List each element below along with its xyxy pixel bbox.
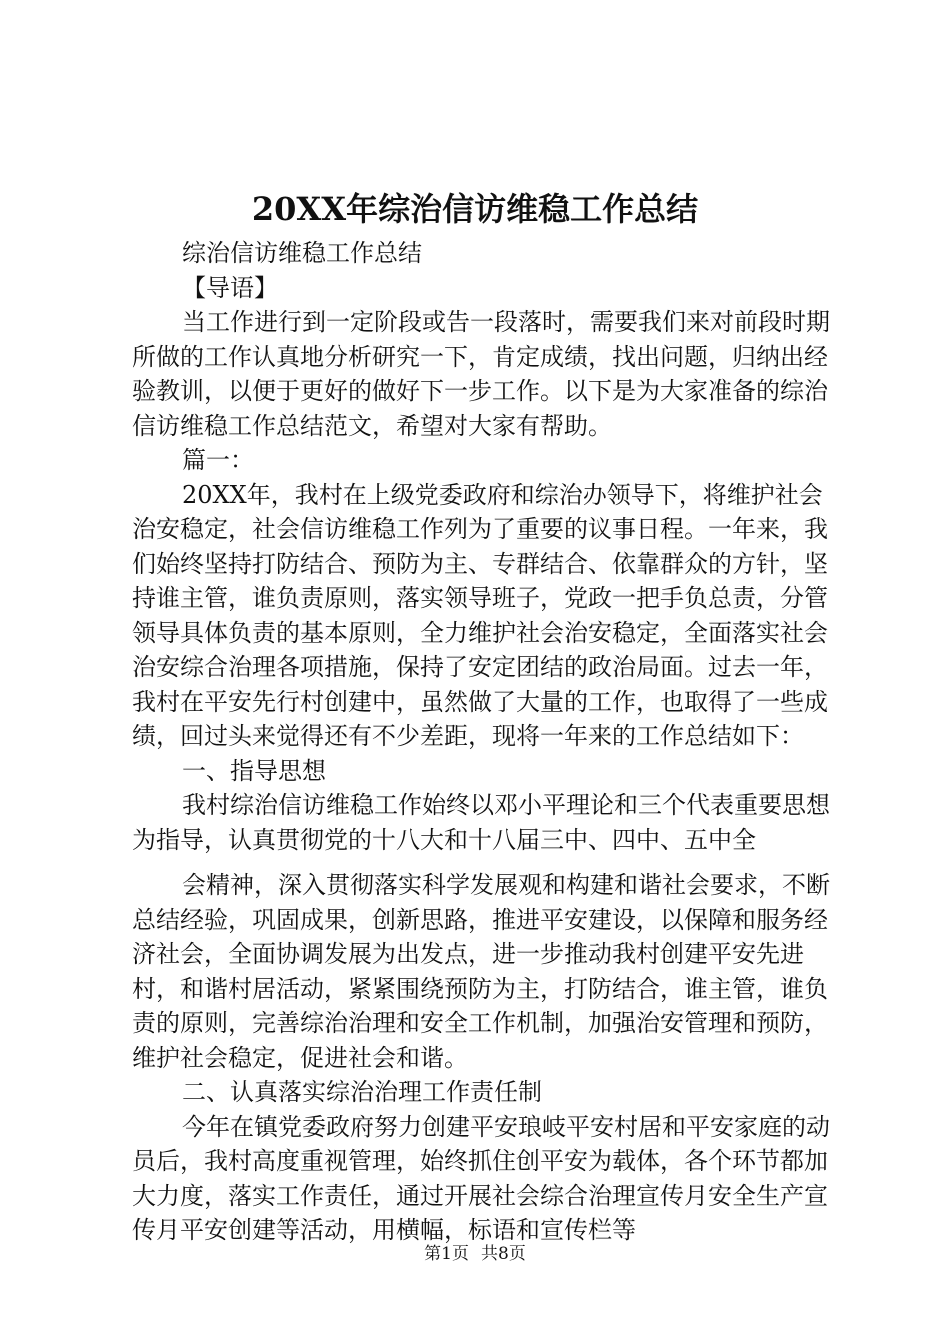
page-number: 第1页	[424, 1244, 469, 1264]
overview-paragraph: 20XX年，我村在上级党委政府和综治办领导下，将维护社会治安稳定，社会信访维稳工作列为了重要的议事日程。一年来，我们始终坚持打防结合、预防为主、专群结合、依靠群众的方针，坚持谁主管，谁负责原则，落实领导班子，党政一把手负总责，分管领导具体负责的基本原则，全力维护社会治安稳定，全面落实社会治安综合治理各项措施，保持了安定团结的政治局面。过去一年，我村在平安先行村创建中，虽然做了大量的工作，也取得了一些成绩，回过头来觉得还有不少差距，现将一年来的工作总结如下：	[132, 480, 828, 750]
paragraph-gap	[132, 857, 832, 868]
document-body	[132, 236, 832, 1248]
section-label-paragraph: 篇一：	[182, 446, 254, 474]
page-total: 共8页	[481, 1244, 526, 1264]
heading-responsibility-system: 二、认真落实综治治理工作责任制	[182, 1078, 542, 1106]
guiding-thought-continued-paragraph: 会精神，深入贯彻落实科学发展观和构建和谐社会要求，不断总结经验，巩固成果，创新思路，推进平安建设，以保障和服务经济社会，全面协调发展为出发点，进一步推动我村创建平安先进村，和谐村居活动，紧紧围绕预防为主，打防结合，谁主管，谁负责的原则，完善综治治理和安全工作机制，加强治安管理和预防，维护社会稳定，促进社会和谐。	[132, 871, 830, 1072]
intro-paragraph: 当工作进行到一定阶段或告一段落时，需要我们来对前段时期所做的工作认真地分析研究一下，肯定成绩，找出问题，归纳出经验教训，以便于更好的做好下一步工作。以下是为大家准备的综治信访维稳工作总结范文，希望对大家有帮助。	[132, 308, 830, 440]
page-footer	[0, 1242, 950, 1266]
guiding-thought-paragraph: 我村综治信访维稳工作始终以邓小平理论和三个代表重要思想为指导，认真贯彻党的十八大和十八届三中、四中、五中全	[132, 791, 830, 854]
intro-label-paragraph: 【导语】	[182, 273, 278, 302]
heading-guiding-thought: 一、指导思想	[182, 756, 326, 785]
document-title: 20XX年综治信访维稳工作总结	[251, 190, 699, 228]
subtitle-paragraph: 综治信访维稳工作总结	[182, 239, 422, 267]
responsibility-paragraph: 今年在镇党委政府努力创建平安琅岐平安村居和平安家庭的动员后，我村高度重视管理，始终抓住创平安为载体，各个环节都加大力度，落实工作责任，通过开展社会综合治理宣传月安全生产宣传月平安创建等活动，用横幅，标语和宣传栏等	[132, 1112, 830, 1244]
